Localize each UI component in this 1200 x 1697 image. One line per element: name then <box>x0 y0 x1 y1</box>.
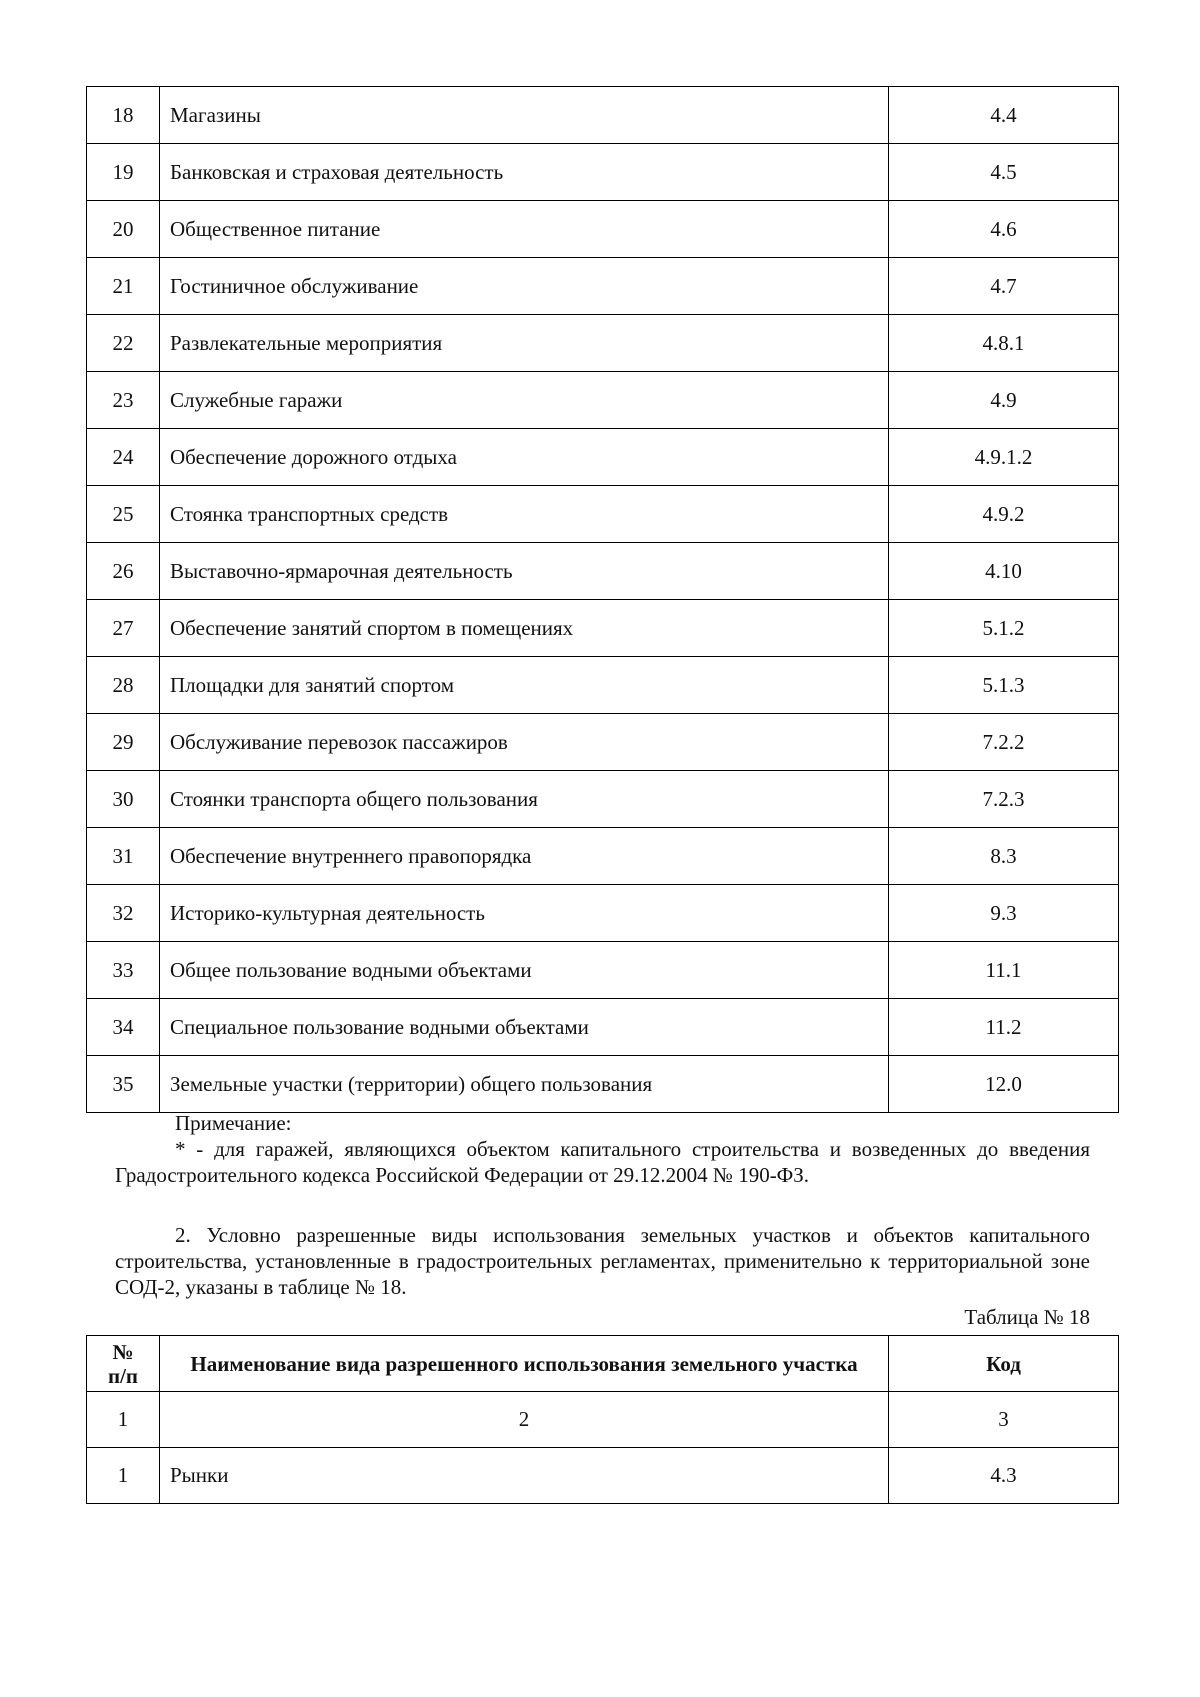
use-code: 4.4 <box>889 87 1119 144</box>
use-code: 8.3 <box>889 828 1119 885</box>
row-number: 32 <box>87 885 160 942</box>
table-row <box>87 1448 1119 1504</box>
paragraph-conditional-uses: 2. Условно разрешенные виды использования земельных участков и объектов капитального строительства, установленные в градостроительных регламентах, применительно к территориальной зоне СОД-2, указаны в таблице № 18. <box>115 1223 1090 1299</box>
use-code: 9.3 <box>889 885 1119 942</box>
table-row <box>87 657 1119 714</box>
note-body: * - для гаражей, являющихся объектом капитального строительства и возведенных до введения Градостроительного кодекса Российской Федерации от 29.12.2004 № 190-ФЗ. <box>115 1137 1090 1187</box>
use-code: 4.6 <box>889 201 1119 258</box>
row-number: 25 <box>87 486 160 543</box>
table-row <box>87 543 1119 600</box>
row-number: 28 <box>87 657 160 714</box>
use-name: Обслуживание перевозок пассажиров <box>160 714 889 771</box>
header-number-abbrev: п/п <box>107 1363 139 1388</box>
table-row <box>87 372 1119 429</box>
use-code: 4.10 <box>889 543 1119 600</box>
table-row <box>87 885 1119 942</box>
table-row <box>87 429 1119 486</box>
row-number: 33 <box>87 942 160 999</box>
use-name: Стоянки транспорта общего пользования <box>160 771 889 828</box>
use-code: 4.3 <box>889 1448 1119 1504</box>
row-number: 31 <box>87 828 160 885</box>
conditional-uses-table <box>86 1335 1119 1504</box>
table-row <box>87 828 1119 885</box>
use-code: 12.0 <box>889 1056 1119 1113</box>
use-name: Гостиничное обслуживание <box>160 258 889 315</box>
use-name: Выставочно-ярмарочная деятельность <box>160 543 889 600</box>
header-number <box>87 1336 160 1392</box>
row-number: 19 <box>87 144 160 201</box>
row-number: 27 <box>87 600 160 657</box>
use-name: Обеспечение занятий спортом в помещениях <box>160 600 889 657</box>
table-row <box>87 714 1119 771</box>
land-use-table-body <box>87 87 1119 1113</box>
header-number-symbol: № <box>112 1339 134 1364</box>
use-code: 4.7 <box>889 258 1119 315</box>
use-name: Обеспечение внутреннего правопорядка <box>160 828 889 885</box>
table-row <box>87 87 1119 144</box>
table-row <box>87 999 1119 1056</box>
row-number: 35 <box>87 1056 160 1113</box>
table-row <box>87 258 1119 315</box>
use-code: 4.5 <box>889 144 1119 201</box>
use-code: 4.9 <box>889 372 1119 429</box>
use-code: 11.2 <box>889 999 1119 1056</box>
row-number: 26 <box>87 543 160 600</box>
index-col-2: 2 <box>160 1392 889 1448</box>
table-row <box>87 600 1119 657</box>
table-row <box>87 315 1119 372</box>
use-code: 4.9.1.2 <box>889 429 1119 486</box>
index-col-3: 3 <box>889 1392 1119 1448</box>
use-name: Банковская и страховая деятельность <box>160 144 889 201</box>
table-row <box>87 144 1119 201</box>
use-name: Историко-культурная деятельность <box>160 885 889 942</box>
row-number: 1 <box>87 1448 160 1504</box>
table-header-row <box>87 1336 1119 1392</box>
use-name: Обеспечение дорожного отдыха <box>160 429 889 486</box>
use-name: Рынки <box>160 1448 889 1504</box>
table-row <box>87 201 1119 258</box>
index-col-1: 1 <box>87 1392 160 1448</box>
table-caption: Таблица № 18 <box>964 1305 1090 1329</box>
header-code: Код <box>889 1336 1119 1392</box>
row-number: 22 <box>87 315 160 372</box>
table-row <box>87 486 1119 543</box>
use-name: Служебные гаражи <box>160 372 889 429</box>
use-name: Стоянка транспортных средств <box>160 486 889 543</box>
note-label: Примечание: <box>175 1111 292 1135</box>
use-code: 11.1 <box>889 942 1119 999</box>
use-code: 7.2.2 <box>889 714 1119 771</box>
use-name: Магазины <box>160 87 889 144</box>
row-number: 20 <box>87 201 160 258</box>
use-name: Земельные участки (территории) общего пользования <box>160 1056 889 1113</box>
table-row <box>87 942 1119 999</box>
use-code: 5.1.2 <box>889 600 1119 657</box>
use-name: Общественное питание <box>160 201 889 258</box>
header-use-name: Наименование вида разрешенного использования земельного участка <box>160 1336 889 1392</box>
use-name: Развлекательные мероприятия <box>160 315 889 372</box>
row-number: 21 <box>87 258 160 315</box>
row-number: 30 <box>87 771 160 828</box>
table-row <box>87 771 1119 828</box>
use-name: Площадки для занятий спортом <box>160 657 889 714</box>
row-number: 23 <box>87 372 160 429</box>
table-index-row <box>87 1392 1119 1448</box>
use-code: 7.2.3 <box>889 771 1119 828</box>
use-code: 4.9.2 <box>889 486 1119 543</box>
use-name: Специальное пользование водными объектами <box>160 999 889 1056</box>
use-code: 5.1.3 <box>889 657 1119 714</box>
row-number: 34 <box>87 999 160 1056</box>
use-name: Общее пользование водными объектами <box>160 942 889 999</box>
row-number: 24 <box>87 429 160 486</box>
row-number: 29 <box>87 714 160 771</box>
row-number: 18 <box>87 87 160 144</box>
use-code: 4.8.1 <box>889 315 1119 372</box>
land-use-table-continued <box>86 86 1119 1113</box>
table-row <box>87 1056 1119 1113</box>
